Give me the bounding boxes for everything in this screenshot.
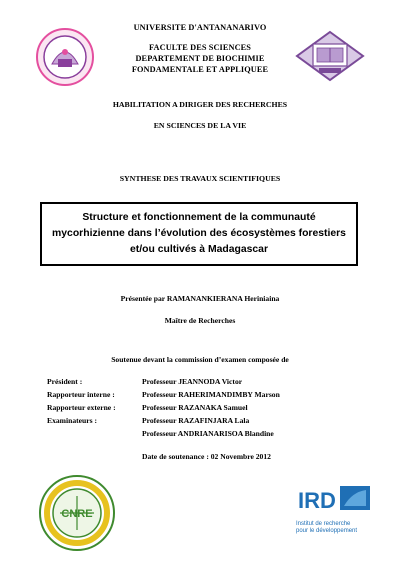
university-name: UNIVERSITE D'ANTANANARIVO [133, 23, 267, 32]
member-name: Professeur ANDRIANARISOA Blandine [142, 429, 274, 438]
defense-date: Date de soutenance : 02 Novembre 2012 [142, 452, 271, 461]
thesis-title-line-1: Structure et fonctionnement de la communauté [82, 212, 316, 223]
presenter-line: Présentée par RAMANANKIERANA Heriniaina [120, 294, 280, 303]
faculty-name: FACULTE DES SCIENCES [148, 43, 252, 52]
cnre-center-text: CNRE [61, 508, 93, 520]
cnre-logo [38, 474, 116, 552]
ird-tagline [296, 521, 372, 535]
presenter-rank: Maître de Recherches [164, 316, 236, 325]
ird-mark [296, 484, 372, 514]
member-name: Professeur RAZANAKA Samuel [142, 403, 248, 412]
ird-tagline-line-2: pour le développement [296, 528, 358, 534]
member-name: Professeur RAZAFINJARA Lala [142, 416, 250, 425]
thesis-title-line-3: et/ou cultivés à Madagascar [129, 244, 269, 255]
member-role: Rapporteur interne : [47, 390, 115, 399]
member-name: Professeur RAHERIMANDIMBY Marson [142, 390, 280, 399]
commission-intro: Soutenue devant la commission d’examen composée de [111, 355, 289, 364]
thesis-title-line-2: mycorhizienne dans l’évolution des écosystèmes forestiers [52, 228, 346, 239]
member-role: Examinateurs : [47, 416, 97, 425]
field-heading: EN SCIENCES DE LA VIE [153, 121, 247, 130]
ird-name: IRD [298, 488, 336, 513]
habilitation-heading: HABILITATION A DIRIGER DES RECHERCHES [112, 100, 288, 109]
department-name: DEPARTEMENT DE BIOCHIMIE [135, 54, 265, 63]
member-role: Rapporteur externe : [47, 403, 116, 412]
ird-logo [296, 484, 372, 548]
thesis-title-box [40, 202, 358, 266]
department-name-cont: FONDAMENTALE ET APPLIQUEE [131, 65, 269, 74]
member-name: Professeur JEANNODA Victor [142, 377, 243, 386]
synthese-heading: SYNTHESE DES TRAVAUX SCIENTIFIQUES [119, 174, 281, 183]
ird-tagline-line-1: Institut de recherche [296, 521, 351, 527]
member-role: Président : [47, 377, 83, 386]
